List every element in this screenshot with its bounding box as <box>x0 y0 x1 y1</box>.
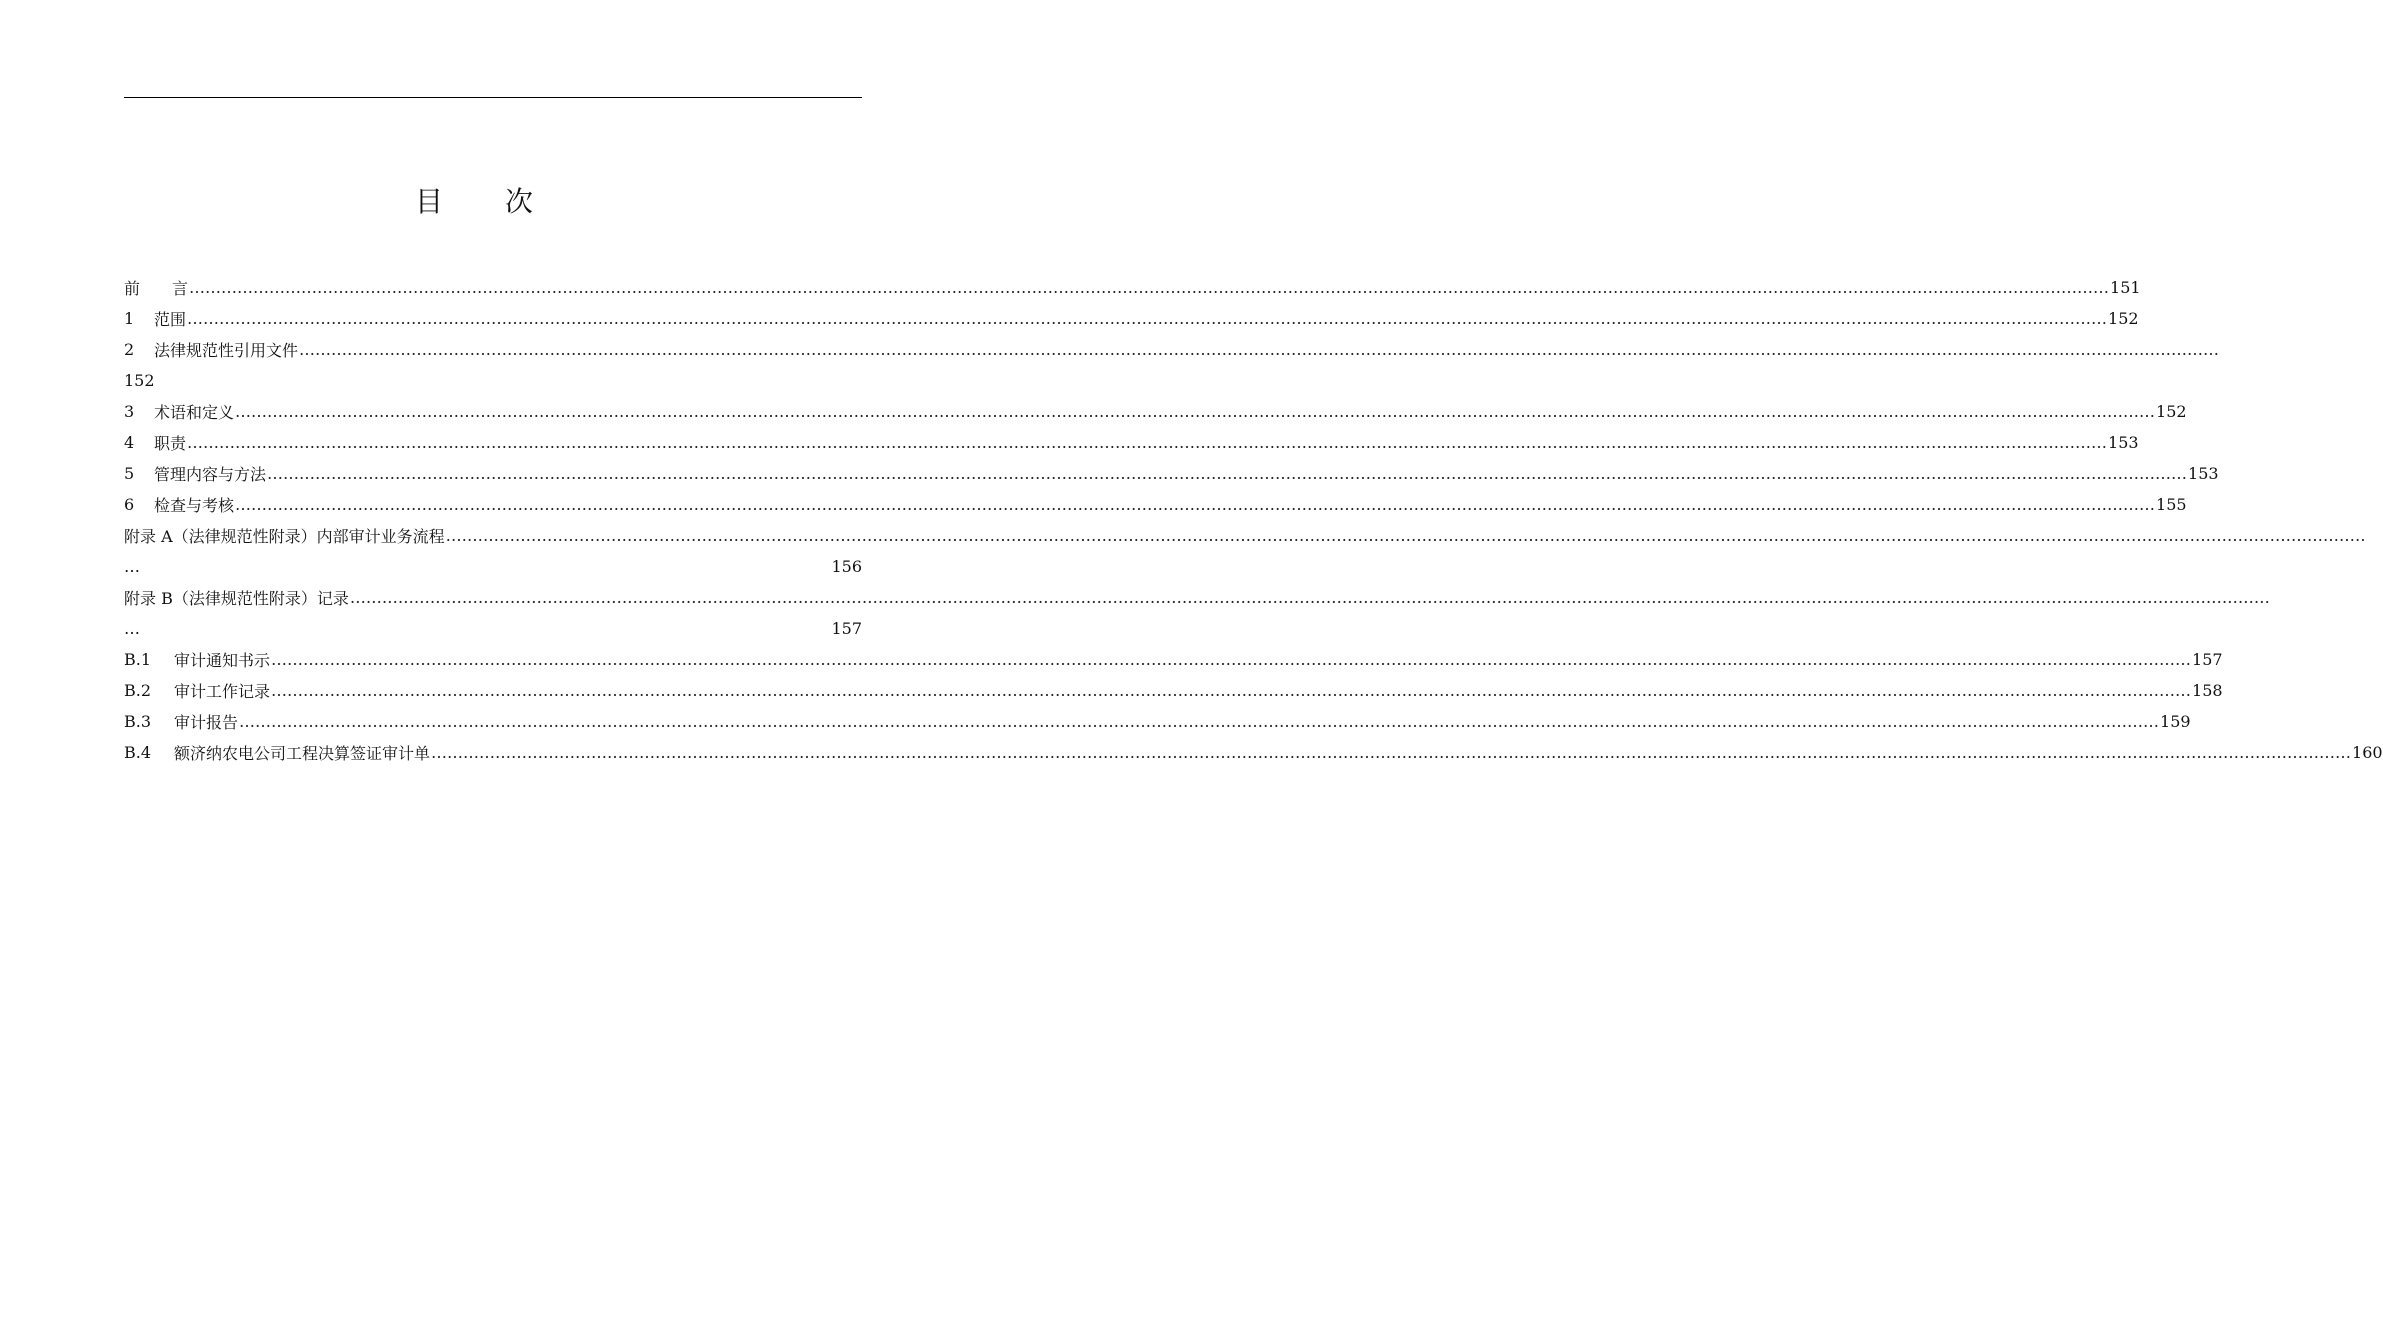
toc-entry-text: 法律规范性引用文件 <box>154 341 299 360</box>
toc-entry-appendix-b-continued <box>124 613 862 644</box>
toc-entry-text: 附录 B（法律规范性附录）记录 <box>124 589 349 608</box>
toc-page-number: 157 <box>831 619 862 638</box>
toc-leader-dots: ……………………………………………………………………………………………………………………………………………………………………………………………………………………………………………………………………………………………………………………………… <box>239 712 2160 731</box>
toc-leader-dots: ……………………………………………………………………………………………………………………………………………………………………………………………………………………………………………………………………………………………………………………………… <box>271 650 2192 669</box>
toc-entry-inspection[interactable] <box>124 489 2187 520</box>
toc-entry-number: 6 <box>124 495 135 514</box>
toc-entry-number: 3 <box>124 402 135 421</box>
toc-entry-management[interactable] <box>124 458 2219 489</box>
toc-entry-text: 前 言 <box>124 279 189 298</box>
toc-entry-number: B.4 <box>124 743 152 762</box>
toc-page-number: 159 <box>2160 712 2191 731</box>
toc-entry-appendix-a-continued <box>124 551 862 582</box>
toc-entry-number: B.3 <box>124 712 152 731</box>
toc-entry-number: B.1 <box>124 650 152 669</box>
toc-entry-number: 5 <box>124 464 135 483</box>
header-rule <box>124 97 862 98</box>
toc-leader-dots: ……………………………………………………………………………………………………………………………………………………………………………………………………………………………………………………………………………………………………………………………… <box>187 433 2108 452</box>
toc-entry-terms[interactable] <box>124 396 2187 427</box>
toc-entry-b2[interactable] <box>124 675 2223 706</box>
toc-leader-dots: ……………………………………………………………………………………………………………………………………………………………………………………………………………………………………………………………………………………………………………………………… <box>267 464 2188 483</box>
toc-page-number: 152 <box>2156 402 2187 421</box>
toc-leader-dots: ……………………………………………………………………………………………………………………………………………………………………………………………………………………………………………………………………………………………………………………………… <box>235 495 2156 514</box>
toc-entry-duties[interactable] <box>124 427 2139 458</box>
toc-entry-text: 审计通知书示 <box>174 651 271 670</box>
toc-leader-dots: ……………………………………………………………………………………………………………………………………………………………………………………………………………………………………………………………………………………………………………………………… <box>349 588 2270 607</box>
toc-entry-number: 2 <box>124 340 135 359</box>
toc-leader-dots: ……………………………………………………………………………………………………………………………………………………………………………………………………………………………………………………………………………………………………………………………… <box>187 309 2108 328</box>
toc-entry-text: 术语和定义 <box>154 403 235 422</box>
toc-entry-text: 检查与考核 <box>154 496 235 515</box>
toc-leader-dots: ……………………………………………………………………………………………………………………………………………………………………………………………………………………………………………………………………………………………………………………………… <box>445 526 2366 545</box>
toc-entry-text: 额济纳农电公司工程决算签证审计单 <box>174 744 431 763</box>
toc-entry-b4[interactable] <box>124 737 2383 768</box>
toc-page-number: 153 <box>2188 464 2219 483</box>
toc-entry-appendix-b[interactable] <box>124 582 2270 613</box>
toc-entry-text: 职责 <box>154 434 187 453</box>
toc-entry-references-continued <box>124 365 862 396</box>
toc-leader-dots: ……………………………………………………………………………………………………………………………………………………………………………………………………………………………………………………………………………………………………………………………… <box>271 681 2192 700</box>
toc-page-number: 152 <box>2108 309 2139 328</box>
toc-leader-dots: ……………………………………………………………………………………………………………………………………………………………………………………………………………………………………………………………………………………………………………………………… <box>299 340 2220 359</box>
toc-continuation-dots: … <box>124 557 140 576</box>
toc-leader-dots: ……………………………………………………………………………………………………………………………………………………………………………………………………………………………………………………………………………………………………………………………… <box>189 278 2110 297</box>
toc-entry-b1[interactable] <box>124 644 2223 675</box>
toc-entry-number: 1 <box>124 309 135 328</box>
toc-continuation-dots: … <box>124 619 140 638</box>
toc-page-number: 160 <box>2352 743 2383 762</box>
toc-entry-text: 附录 A（法律规范性附录）内部审计业务流程 <box>124 527 445 546</box>
toc-entry-text: 审计报告 <box>174 713 239 732</box>
toc-page-number: 155 <box>2156 495 2187 514</box>
toc-entry-text: 范围 <box>154 310 187 329</box>
toc-page-number: 153 <box>2108 433 2139 452</box>
toc-leader-dots: ……………………………………………………………………………………………………………………………………………………………………………………………………………………………………………………………………………………………………………………………… <box>431 743 2352 762</box>
toc-page-number: 151 <box>2110 278 2141 297</box>
toc-page-number: 158 <box>2192 681 2223 700</box>
page-title <box>0 182 950 222</box>
title-char-2: 次 <box>505 185 536 218</box>
toc-entry-appendix-a[interactable] <box>124 520 2366 551</box>
toc-entry-preface[interactable] <box>124 272 2141 303</box>
toc-entry-references[interactable] <box>124 334 2220 365</box>
toc-entry-text: 审计工作记录 <box>174 682 271 701</box>
toc-page-number: 157 <box>2192 650 2223 669</box>
toc-entry-number: B.2 <box>124 681 152 700</box>
toc-entry-scope[interactable] <box>124 303 2139 334</box>
toc-entry-text: 管理内容与方法 <box>154 465 267 484</box>
toc-entry-number: 4 <box>124 433 135 452</box>
toc-page-number: 152 <box>124 371 155 390</box>
toc-leader-dots: ……………………………………………………………………………………………………………………………………………………………………………………………………………………………………………………………………………………………………………………………… <box>235 402 2156 421</box>
title-char-1: 目 <box>414 185 445 218</box>
toc-page-number: 156 <box>831 557 862 576</box>
toc-entry-b3[interactable] <box>124 706 2191 737</box>
